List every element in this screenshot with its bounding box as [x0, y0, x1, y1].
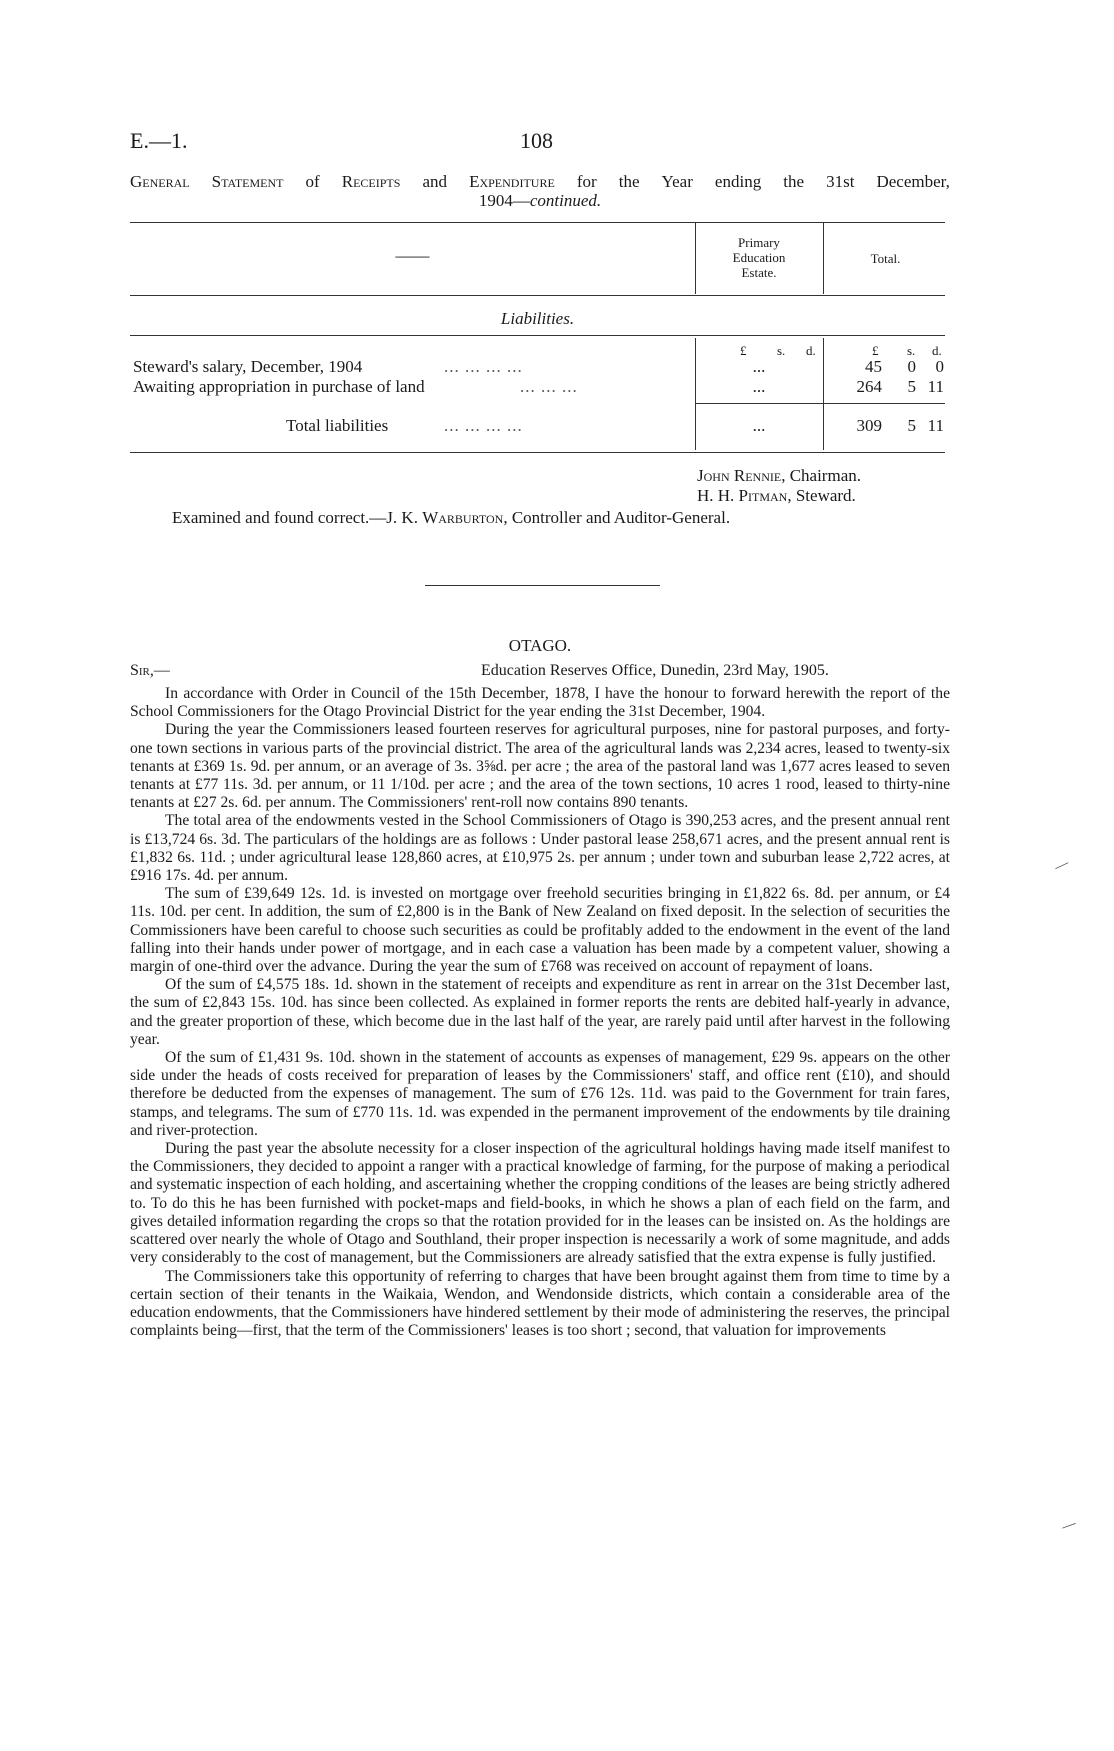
title-word: ending [714, 172, 762, 191]
auditor-name: Warburton, [422, 508, 508, 527]
title-word: Receipts [341, 172, 401, 191]
total-shillings: 0 [907, 357, 916, 376]
signature-steward [697, 486, 856, 506]
title-word: 31st [826, 172, 855, 191]
paragraph: During the past year the absolute necessity for a closer inspection of the agricultural holdings having made itself manifest to the Commissioners, they decided to appoint a ranger with a practical knowledge of farming, for the purpose of making a periodical and systematic inspection of each holding, and ascertaining whether the cropping conditions of the leases are being strictly adhered to. To do this he has been furnished with pocket-maps and field-books, in which he shows a plan of each field on the farm, and gives detailed information regarding the crops so that the rotation provided for in the leases can be insisted on. As the holdings are scattered over nearly the whole of Otago and Southland, their proper inspection is necessarily a work of some magnitude, and adds very considerably to the cost of management, but the Commissioners are already satisfied that the extra expense is fully justified. [130, 1140, 950, 1267]
title-word: for [576, 172, 597, 191]
total-row-label: Total liabilities [286, 416, 389, 435]
col-header-line: Primary [738, 235, 780, 250]
table-col-rule [695, 222, 696, 294]
leader-dots: ... ... ... ... [444, 357, 523, 376]
signature-chairman [697, 466, 861, 486]
paragraph: Of the sum of £1,431 9s. 10d. shown in the statement of accounts as expenses of management, £29 9s. appears on the other side under the heads of costs received for preparation of leases by the Commissioners' staff, and office rent (£10), and should therefore be deducted from the expenses of management. The sum of £76 12s. 11d. was paid to the Government for train fares, stamps, and telegrams. The sum of £770 11s. 1d. was expended in the permanent improvement of the endowments by tile draining and river-protection. [130, 1049, 950, 1139]
section-heading-text: Liabilities. [500, 309, 575, 328]
section-heading [130, 309, 945, 329]
table-row-label: Awaiting appropriation in purchase of land [133, 377, 425, 396]
page-reference: E.—1. [130, 128, 188, 153]
total-shillings: 5 [907, 377, 916, 396]
signatory-role: Chairman. [789, 466, 861, 485]
unit-pence: d. [806, 343, 816, 358]
paragraph: The Commissioners take this opportunity of referring to charges that have been brought against them from time to time by a certain section of their tenants in the Waikaia, Wendon, and Wendonside districts, which contain a considerable area of the education endowments, that the Commissioners have hindered settlement by their mode of administering the reserves, the principal complaints being—first, that the term of the Commissioners' leases is too short ; second, that valuation for improvements [130, 1267, 950, 1340]
total-pounds: 309 [856, 416, 882, 435]
total-pence: 0 [935, 357, 944, 376]
leader-dots: ... ... ... [520, 377, 578, 396]
signatory-name: John Rennie, [697, 466, 786, 485]
title-word: the [618, 172, 640, 191]
total-pence: 11 [927, 377, 944, 396]
audit-prefix: Examined and found correct.—J. K. [172, 508, 418, 527]
col-header-total: Total. [870, 251, 901, 266]
col-header-dash: —— [395, 246, 430, 265]
total-shillings: 5 [907, 416, 916, 435]
table-col-rule [823, 338, 824, 450]
total-pence: 11 [927, 416, 944, 435]
unit-pence: d. [932, 343, 942, 358]
leader-dots: ... ... ... ... [444, 416, 523, 435]
letter-body [130, 685, 950, 1340]
title-continued: continued. [529, 191, 602, 210]
paragraph: Of the sum of £4,575 18s. 1d. shown in the statement of receipts and expenditure as rent in arrear on the 31st December last, the sum of £2,843 15s. 10d. has since been collected. As explained in former reports the rents are debited half-yearly in advance, and the greater proportion of these, which become due in the last half of the year, are rarely paid until after harvest in the following year. [130, 976, 950, 1048]
unit-shillings: s. [907, 343, 916, 358]
table-col-rule [823, 222, 824, 294]
table-rule [130, 452, 945, 453]
primary-value: ... [752, 416, 766, 435]
title-year: 1904— [478, 191, 530, 210]
title-word: Year [661, 172, 693, 191]
paragraph: The total area of the endowments vested in the School Commissioners of Otago is 390,253 acres, and the present annual rent is £13,724 6s. 3d. The particulars of the holdings are as follows : Under pastoral lease 258,671 acres, and the present annual rent is £1,832 6s. 11d. ; under agricultural lease 128,860 acres, at £10,975 2s. per annum ; under town and suburban lease 2,722 acres, at £916 17s. 4d. per annum. [130, 812, 950, 885]
signatory-name: H. H. Pitman, [697, 486, 792, 505]
paragraph: The sum of £39,649 12s. 1d. is invested on mortgage over freehold securities bringing in £1,822 6s. 8d. per annum, or £4 11s. 10d. per cent. In addition, the sum of £2,800 is in the Bank of New Zealand on fixed deposit. In the selection of securities the Commissioners have been careful to choose such securities as could be profitably added to the endowment in the event of the land falling into their hands under power of mortgage, and in each case a valuation has been made by a competent valuer, showing a margin of one-third over the advance. During the year the sum of £768 was received on account of repayment of loans. [130, 885, 950, 976]
primary-value: ... [752, 357, 766, 376]
letter-heading: OTAGO. [508, 636, 572, 655]
statement-title [130, 172, 950, 210]
title-word: General [130, 172, 190, 191]
unit-shillings: s. [777, 343, 786, 358]
audit-line [172, 508, 730, 528]
paragraph: In accordance with Order in Council of the 15th December, 1878, I have the honour to forward herewith the report of the School Commissioners for the Otago Provincial District for the year ending the 31st December, 1904. [130, 685, 950, 721]
unit-pound: £ [740, 343, 747, 358]
table-rule [695, 403, 945, 404]
letter-salutation: Sir,— [130, 662, 170, 679]
col-header-line: Education [732, 250, 786, 265]
paragraph: During the year the Commissioners leased fourteen reserves for agricultural purposes, nine for pastoral purposes, and forty-one town sections in various parts of the provincial district. The area of the agricultural lands was 2,234 acres, leased to twenty-six tenants at £369 1s. 9d. per annum, or an average of 3s. 3⅝d. per acre ; the area of the pastoral land was 1,677 acres leased to seven tenants at £77 11s. 3d. per annum, or 11 1/10d. per acre ; and the area of the town sections, 10 acres 1 rood, leased to thirty-nine tenants at £27 2s. 6d. per annum. The Commissioners' rent-roll now contains 890 tenants. [130, 721, 950, 812]
unit-pound: £ [872, 343, 879, 358]
col-header-primary [698, 235, 820, 280]
title-word: and [422, 172, 448, 191]
primary-value: ... [752, 377, 766, 396]
signatory-role: Steward. [795, 486, 856, 505]
total-pounds: 45 [865, 357, 882, 376]
total-pounds: 264 [856, 377, 882, 396]
title-word: of [305, 172, 320, 191]
table-col-rule [695, 338, 696, 450]
title-word: Expenditure [469, 172, 555, 191]
auditor-role: Controller and Auditor-General. [511, 508, 731, 527]
title-word: Statement [211, 172, 284, 191]
page-number: 108 [520, 128, 553, 153]
table-rule [130, 295, 945, 296]
margin-tick-icon: — [1059, 1516, 1078, 1535]
table-row-label: Steward's salary, December, 1904 [133, 357, 363, 376]
section-divider [425, 585, 660, 586]
title-word: the [783, 172, 805, 191]
title-word: December, [876, 172, 950, 191]
letter-dateline: Education Reserves Office, Dunedin, 23rd May, 1905. [481, 662, 829, 679]
margin-tick-icon: — [1052, 855, 1072, 876]
table-rule [130, 335, 945, 336]
col-header-line: Estate. [741, 265, 777, 280]
